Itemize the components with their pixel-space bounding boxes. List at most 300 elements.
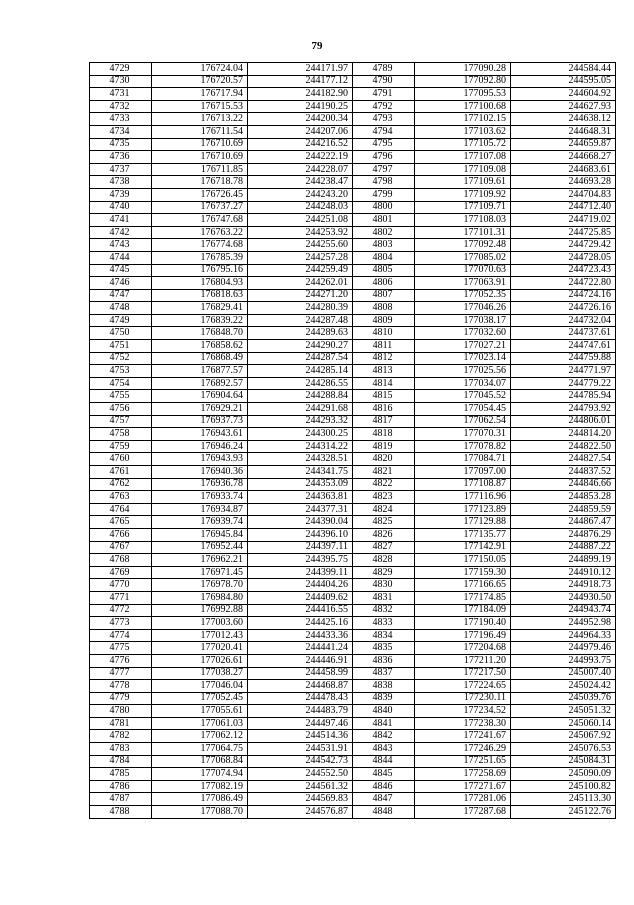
y-coord-left-cell: 244390.04 — [248, 516, 353, 529]
y-coord-right-cell: 245067.92 — [511, 730, 616, 743]
y-coord-left-cell: 244228.07 — [248, 163, 353, 176]
point-id-right-cell: 4802 — [353, 226, 415, 239]
y-coord-left-cell: 244396.10 — [248, 528, 353, 541]
point-id-left-cell: 4760 — [90, 453, 152, 466]
point-id-left-cell: 4753 — [90, 365, 152, 378]
coordinates-table — [89, 62, 616, 819]
x-coord-left-cell: 176710.69 — [152, 138, 248, 151]
point-id-left-cell: 4748 — [90, 302, 152, 315]
y-coord-right-cell: 244827.54 — [511, 453, 616, 466]
x-coord-left-cell: 177064.75 — [152, 743, 248, 756]
y-coord-left-cell: 244569.83 — [248, 793, 353, 806]
point-id-left-cell: 4768 — [90, 554, 152, 567]
y-coord-left-cell: 244289.63 — [248, 327, 353, 340]
x-coord-left-cell: 176804.93 — [152, 277, 248, 290]
point-id-right-cell: 4834 — [353, 629, 415, 642]
y-coord-left-cell: 244531.91 — [248, 743, 353, 756]
point-id-right-cell: 4794 — [353, 125, 415, 138]
y-coord-left-cell: 244314.22 — [248, 440, 353, 453]
point-id-right-cell: 4789 — [353, 63, 415, 76]
point-id-left-cell: 4733 — [90, 113, 152, 126]
point-id-left-cell: 4742 — [90, 226, 152, 239]
y-coord-right-cell: 244729.42 — [511, 239, 616, 252]
y-coord-left-cell: 244353.09 — [248, 478, 353, 491]
x-coord-left-cell: 177020.41 — [152, 642, 248, 655]
y-coord-right-cell: 244722.80 — [511, 277, 616, 290]
point-id-right-cell: 4826 — [353, 528, 415, 541]
y-coord-right-cell: 244771.97 — [511, 365, 616, 378]
x-coord-left-cell: 176892.57 — [152, 377, 248, 390]
x-coord-left-cell: 177061.03 — [152, 717, 248, 730]
point-id-left-cell: 4764 — [90, 503, 152, 516]
point-id-right-cell: 4805 — [353, 264, 415, 277]
x-coord-right-cell: 177241.67 — [415, 730, 511, 743]
point-id-right-cell: 4813 — [353, 365, 415, 378]
table-row — [90, 554, 616, 567]
x-coord-right-cell: 177150.05 — [415, 554, 511, 567]
y-coord-right-cell: 244876.29 — [511, 528, 616, 541]
table-row — [90, 88, 616, 101]
x-coord-right-cell: 177023.14 — [415, 352, 511, 365]
table-row — [90, 327, 616, 340]
point-id-right-cell: 4799 — [353, 188, 415, 201]
x-coord-right-cell: 177116.96 — [415, 491, 511, 504]
y-coord-right-cell: 244859.59 — [511, 503, 616, 516]
y-coord-right-cell: 244806.01 — [511, 415, 616, 428]
y-coord-left-cell: 244478.43 — [248, 692, 353, 705]
point-id-right-cell: 4824 — [353, 503, 415, 516]
x-coord-left-cell: 176939.74 — [152, 516, 248, 529]
x-coord-right-cell: 177101.31 — [415, 226, 511, 239]
x-coord-left-cell: 176720.57 — [152, 75, 248, 88]
x-coord-right-cell: 177234.52 — [415, 705, 511, 718]
point-id-left-cell: 4756 — [90, 403, 152, 416]
x-coord-right-cell: 177062.54 — [415, 415, 511, 428]
point-id-right-cell: 4791 — [353, 88, 415, 101]
point-id-right-cell: 4800 — [353, 201, 415, 214]
x-coord-left-cell: 176710.69 — [152, 151, 248, 164]
y-coord-right-cell: 244837.52 — [511, 466, 616, 479]
point-id-right-cell: 4832 — [353, 604, 415, 617]
y-coord-left-cell: 244243.20 — [248, 188, 353, 201]
y-coord-right-cell: 245051.32 — [511, 705, 616, 718]
page-number: 79 — [311, 40, 323, 52]
point-id-left-cell: 4776 — [90, 654, 152, 667]
point-id-right-cell: 4831 — [353, 591, 415, 604]
x-coord-right-cell: 177045.52 — [415, 390, 511, 403]
table-row — [90, 100, 616, 113]
x-coord-left-cell: 176936.78 — [152, 478, 248, 491]
x-coord-right-cell: 177025.56 — [415, 365, 511, 378]
y-coord-right-cell: 245024.42 — [511, 680, 616, 693]
x-coord-right-cell: 177142.91 — [415, 541, 511, 554]
y-coord-left-cell: 244446.91 — [248, 654, 353, 667]
point-id-left-cell: 4770 — [90, 579, 152, 592]
point-id-right-cell: 4825 — [353, 516, 415, 529]
table-row — [90, 780, 616, 793]
x-coord-right-cell: 177097.00 — [415, 466, 511, 479]
x-coord-left-cell: 177055.61 — [152, 705, 248, 718]
point-id-left-cell: 4731 — [90, 88, 152, 101]
y-coord-left-cell: 244286.55 — [248, 377, 353, 390]
x-coord-left-cell: 176858.62 — [152, 340, 248, 353]
y-coord-left-cell: 244395.75 — [248, 554, 353, 567]
point-id-right-cell: 4809 — [353, 314, 415, 327]
x-coord-right-cell: 177109.92 — [415, 188, 511, 201]
point-id-left-cell: 4783 — [90, 743, 152, 756]
table-row — [90, 113, 616, 126]
table-row — [90, 604, 616, 617]
y-coord-right-cell: 244595.05 — [511, 75, 616, 88]
y-coord-right-cell: 245100.82 — [511, 780, 616, 793]
x-coord-left-cell: 176868.49 — [152, 352, 248, 365]
point-id-left-cell: 4757 — [90, 415, 152, 428]
x-coord-left-cell: 177003.60 — [152, 617, 248, 630]
x-coord-left-cell: 176718.78 — [152, 176, 248, 189]
y-coord-left-cell: 244300.25 — [248, 428, 353, 441]
y-coord-left-cell: 244497.46 — [248, 717, 353, 730]
x-coord-right-cell: 177078.82 — [415, 440, 511, 453]
point-id-right-cell: 4822 — [353, 478, 415, 491]
table-row — [90, 176, 616, 189]
point-id-right-cell: 4803 — [353, 239, 415, 252]
x-coord-right-cell: 177034.07 — [415, 377, 511, 390]
point-id-right-cell: 4790 — [353, 75, 415, 88]
point-id-right-cell: 4814 — [353, 377, 415, 390]
y-coord-left-cell: 244177.12 — [248, 75, 353, 88]
point-id-left-cell: 4784 — [90, 755, 152, 768]
point-id-right-cell: 4845 — [353, 768, 415, 781]
table-row — [90, 302, 616, 315]
x-coord-right-cell: 177174.85 — [415, 591, 511, 604]
y-coord-right-cell: 244943.74 — [511, 604, 616, 617]
y-coord-right-cell: 244910.12 — [511, 566, 616, 579]
table-row — [90, 214, 616, 227]
point-id-right-cell: 4820 — [353, 453, 415, 466]
x-coord-right-cell: 177190.40 — [415, 617, 511, 630]
point-id-right-cell: 4806 — [353, 277, 415, 290]
y-coord-right-cell: 244725.85 — [511, 226, 616, 239]
table-row — [90, 289, 616, 302]
point-id-right-cell: 4815 — [353, 390, 415, 403]
table-row — [90, 163, 616, 176]
table-row — [90, 340, 616, 353]
point-id-left-cell: 4750 — [90, 327, 152, 340]
y-coord-right-cell: 244584.44 — [511, 63, 616, 76]
point-id-right-cell: 4827 — [353, 541, 415, 554]
table-row — [90, 440, 616, 453]
table-row — [90, 63, 616, 76]
y-coord-left-cell: 244287.54 — [248, 352, 353, 365]
point-id-right-cell: 4817 — [353, 415, 415, 428]
coordinates-table-body — [90, 63, 616, 819]
x-coord-left-cell: 176726.45 — [152, 188, 248, 201]
point-id-right-cell: 4835 — [353, 642, 415, 655]
x-coord-right-cell: 177092.48 — [415, 239, 511, 252]
y-coord-right-cell: 245090.09 — [511, 768, 616, 781]
point-id-right-cell: 4795 — [353, 138, 415, 151]
point-id-left-cell: 4738 — [90, 176, 152, 189]
table-row — [90, 428, 616, 441]
point-id-left-cell: 4775 — [90, 642, 152, 655]
x-coord-right-cell: 177258.69 — [415, 768, 511, 781]
point-id-left-cell: 4781 — [90, 717, 152, 730]
x-coord-left-cell: 177082.19 — [152, 780, 248, 793]
x-coord-right-cell: 177224.65 — [415, 680, 511, 693]
y-coord-left-cell: 244259.49 — [248, 264, 353, 277]
y-coord-right-cell: 244693.28 — [511, 176, 616, 189]
point-id-right-cell: 4816 — [353, 403, 415, 416]
x-coord-left-cell: 176795.16 — [152, 264, 248, 277]
x-coord-right-cell: 177246.29 — [415, 743, 511, 756]
y-coord-left-cell: 244216.52 — [248, 138, 353, 151]
table-row — [90, 478, 616, 491]
y-coord-left-cell: 244341.75 — [248, 466, 353, 479]
x-coord-left-cell: 176848.70 — [152, 327, 248, 340]
point-id-left-cell: 4743 — [90, 239, 152, 252]
y-coord-right-cell: 244724.16 — [511, 289, 616, 302]
point-id-left-cell: 4777 — [90, 667, 152, 680]
point-id-left-cell: 4788 — [90, 806, 152, 819]
x-coord-left-cell: 176943.93 — [152, 453, 248, 466]
point-id-left-cell: 4751 — [90, 340, 152, 353]
x-coord-left-cell: 176937.73 — [152, 415, 248, 428]
x-coord-right-cell: 177287.68 — [415, 806, 511, 819]
y-coord-left-cell: 244458.99 — [248, 667, 353, 680]
table-row — [90, 755, 616, 768]
y-coord-left-cell: 244182.90 — [248, 88, 353, 101]
y-coord-left-cell: 244441.24 — [248, 642, 353, 655]
x-coord-right-cell: 177107.08 — [415, 151, 511, 164]
point-id-left-cell: 4741 — [90, 214, 152, 227]
x-coord-left-cell: 176971.45 — [152, 566, 248, 579]
y-coord-left-cell: 244200.34 — [248, 113, 353, 126]
point-id-right-cell: 4833 — [353, 617, 415, 630]
point-id-left-cell: 4745 — [90, 264, 152, 277]
y-coord-right-cell: 245039.76 — [511, 692, 616, 705]
y-coord-left-cell: 244514.36 — [248, 730, 353, 743]
x-coord-left-cell: 176737.27 — [152, 201, 248, 214]
x-coord-left-cell: 177062.12 — [152, 730, 248, 743]
x-coord-right-cell: 177063.91 — [415, 277, 511, 290]
point-id-left-cell: 4739 — [90, 188, 152, 201]
y-coord-left-cell: 244576.87 — [248, 806, 353, 819]
y-coord-right-cell: 244737.61 — [511, 327, 616, 340]
y-coord-right-cell: 244719.02 — [511, 214, 616, 227]
point-id-right-cell: 4843 — [353, 743, 415, 756]
table-row — [90, 680, 616, 693]
point-id-right-cell: 4837 — [353, 667, 415, 680]
table-row — [90, 352, 616, 365]
point-id-left-cell: 4744 — [90, 251, 152, 264]
x-coord-right-cell: 177105.72 — [415, 138, 511, 151]
y-coord-left-cell: 244377.31 — [248, 503, 353, 516]
x-coord-left-cell: 176984.80 — [152, 591, 248, 604]
y-coord-left-cell: 244397.11 — [248, 541, 353, 554]
x-coord-right-cell: 177196.49 — [415, 629, 511, 642]
y-coord-right-cell: 244867.47 — [511, 516, 616, 529]
x-coord-right-cell: 177095.53 — [415, 88, 511, 101]
y-coord-right-cell: 244887.22 — [511, 541, 616, 554]
table-row — [90, 528, 616, 541]
x-coord-left-cell: 176774.68 — [152, 239, 248, 252]
point-id-left-cell: 4772 — [90, 604, 152, 617]
x-coord-left-cell: 176952.44 — [152, 541, 248, 554]
x-coord-right-cell: 177092.80 — [415, 75, 511, 88]
x-coord-left-cell: 176934.87 — [152, 503, 248, 516]
point-id-left-cell: 4740 — [90, 201, 152, 214]
point-id-right-cell: 4842 — [353, 730, 415, 743]
x-coord-left-cell: 176713.22 — [152, 113, 248, 126]
point-id-right-cell: 4810 — [353, 327, 415, 340]
point-id-left-cell: 4769 — [90, 566, 152, 579]
point-id-right-cell: 4807 — [353, 289, 415, 302]
y-coord-right-cell: 244785.94 — [511, 390, 616, 403]
y-coord-right-cell: 244759.88 — [511, 352, 616, 365]
point-id-right-cell: 4829 — [353, 566, 415, 579]
table-row — [90, 566, 616, 579]
x-coord-left-cell: 176943.61 — [152, 428, 248, 441]
y-coord-right-cell: 244668.27 — [511, 151, 616, 164]
y-coord-right-cell: 245060.14 — [511, 717, 616, 730]
x-coord-right-cell: 177184.09 — [415, 604, 511, 617]
y-coord-right-cell: 244814.20 — [511, 428, 616, 441]
point-id-right-cell: 4808 — [353, 302, 415, 315]
point-id-right-cell: 4840 — [353, 705, 415, 718]
y-coord-right-cell: 244846.66 — [511, 478, 616, 491]
y-coord-right-cell: 244732.04 — [511, 314, 616, 327]
y-coord-left-cell: 244293.32 — [248, 415, 353, 428]
point-id-right-cell: 4819 — [353, 440, 415, 453]
table-row — [90, 239, 616, 252]
y-coord-right-cell: 244712.40 — [511, 201, 616, 214]
y-coord-left-cell: 244280.39 — [248, 302, 353, 315]
y-coord-left-cell: 244288.84 — [248, 390, 353, 403]
x-coord-left-cell: 177086.49 — [152, 793, 248, 806]
point-id-left-cell: 4787 — [90, 793, 152, 806]
x-coord-left-cell: 177046.04 — [152, 680, 248, 693]
y-coord-right-cell: 244779.22 — [511, 377, 616, 390]
point-id-right-cell: 4811 — [353, 340, 415, 353]
point-id-left-cell: 4734 — [90, 125, 152, 138]
y-coord-left-cell: 244363.81 — [248, 491, 353, 504]
point-id-left-cell: 4752 — [90, 352, 152, 365]
y-coord-right-cell: 244627.93 — [511, 100, 616, 113]
table-row — [90, 188, 616, 201]
point-id-right-cell: 4848 — [353, 806, 415, 819]
y-coord-left-cell: 244416.55 — [248, 604, 353, 617]
x-coord-left-cell: 176711.54 — [152, 125, 248, 138]
table-row — [90, 629, 616, 642]
point-id-left-cell: 4737 — [90, 163, 152, 176]
y-coord-left-cell: 244425.16 — [248, 617, 353, 630]
x-coord-right-cell: 177109.08 — [415, 163, 511, 176]
y-coord-right-cell: 245113.30 — [511, 793, 616, 806]
x-coord-left-cell: 176945.84 — [152, 528, 248, 541]
point-id-left-cell: 4755 — [90, 390, 152, 403]
x-coord-left-cell: 177052.45 — [152, 692, 248, 705]
point-id-right-cell: 4830 — [353, 579, 415, 592]
point-id-left-cell: 4785 — [90, 768, 152, 781]
x-coord-right-cell: 177102.15 — [415, 113, 511, 126]
y-coord-left-cell: 244483.79 — [248, 705, 353, 718]
point-id-left-cell: 4754 — [90, 377, 152, 390]
x-coord-right-cell: 177054.45 — [415, 403, 511, 416]
point-id-right-cell: 4841 — [353, 717, 415, 730]
x-coord-right-cell: 177166.65 — [415, 579, 511, 592]
table-row — [90, 654, 616, 667]
point-id-right-cell: 4818 — [353, 428, 415, 441]
y-coord-left-cell: 244253.92 — [248, 226, 353, 239]
x-coord-right-cell: 177230.11 — [415, 692, 511, 705]
table-row — [90, 743, 616, 756]
point-id-right-cell: 4844 — [353, 755, 415, 768]
point-id-left-cell: 4761 — [90, 466, 152, 479]
y-coord-right-cell: 244659.87 — [511, 138, 616, 151]
point-id-right-cell: 4846 — [353, 780, 415, 793]
point-id-left-cell: 4773 — [90, 617, 152, 630]
x-coord-right-cell: 177109.71 — [415, 201, 511, 214]
x-coord-left-cell: 176747.68 — [152, 214, 248, 227]
x-coord-right-cell: 177217.50 — [415, 667, 511, 680]
x-coord-left-cell: 176940.36 — [152, 466, 248, 479]
table-row — [90, 705, 616, 718]
table-row — [90, 403, 616, 416]
table-row — [90, 491, 616, 504]
y-coord-left-cell: 244404.26 — [248, 579, 353, 592]
table-row — [90, 466, 616, 479]
x-coord-right-cell: 177281.06 — [415, 793, 511, 806]
y-coord-left-cell: 244399.11 — [248, 566, 353, 579]
table-row — [90, 226, 616, 239]
point-id-right-cell: 4797 — [353, 163, 415, 176]
y-coord-left-cell: 244542.73 — [248, 755, 353, 768]
table-row — [90, 541, 616, 554]
y-coord-right-cell: 244723.43 — [511, 264, 616, 277]
x-coord-left-cell: 176724.04 — [152, 63, 248, 76]
point-id-left-cell: 4780 — [90, 705, 152, 718]
x-coord-right-cell: 177038.17 — [415, 314, 511, 327]
table-row — [90, 503, 616, 516]
x-coord-left-cell: 176904.64 — [152, 390, 248, 403]
y-coord-left-cell: 244409.62 — [248, 591, 353, 604]
y-coord-left-cell: 244248.03 — [248, 201, 353, 214]
point-id-left-cell: 4763 — [90, 491, 152, 504]
y-coord-right-cell: 244793.92 — [511, 403, 616, 416]
point-id-left-cell: 4759 — [90, 440, 152, 453]
x-coord-right-cell: 177159.30 — [415, 566, 511, 579]
y-coord-left-cell: 244468.87 — [248, 680, 353, 693]
table-row — [90, 201, 616, 214]
table-row — [90, 390, 616, 403]
table-row — [90, 151, 616, 164]
point-id-right-cell: 4793 — [353, 113, 415, 126]
y-coord-right-cell: 244993.75 — [511, 654, 616, 667]
point-id-right-cell: 4798 — [353, 176, 415, 189]
x-coord-left-cell: 176711.85 — [152, 163, 248, 176]
x-coord-left-cell: 176839.22 — [152, 314, 248, 327]
y-coord-left-cell: 244238.47 — [248, 176, 353, 189]
x-coord-left-cell: 176992.88 — [152, 604, 248, 617]
table-row — [90, 264, 616, 277]
x-coord-right-cell: 177251.65 — [415, 755, 511, 768]
y-coord-left-cell: 244290.27 — [248, 340, 353, 353]
x-coord-right-cell: 177135.77 — [415, 528, 511, 541]
y-coord-right-cell: 244648.31 — [511, 125, 616, 138]
point-id-right-cell: 4792 — [353, 100, 415, 113]
table-row — [90, 730, 616, 743]
x-coord-left-cell: 176785.39 — [152, 251, 248, 264]
